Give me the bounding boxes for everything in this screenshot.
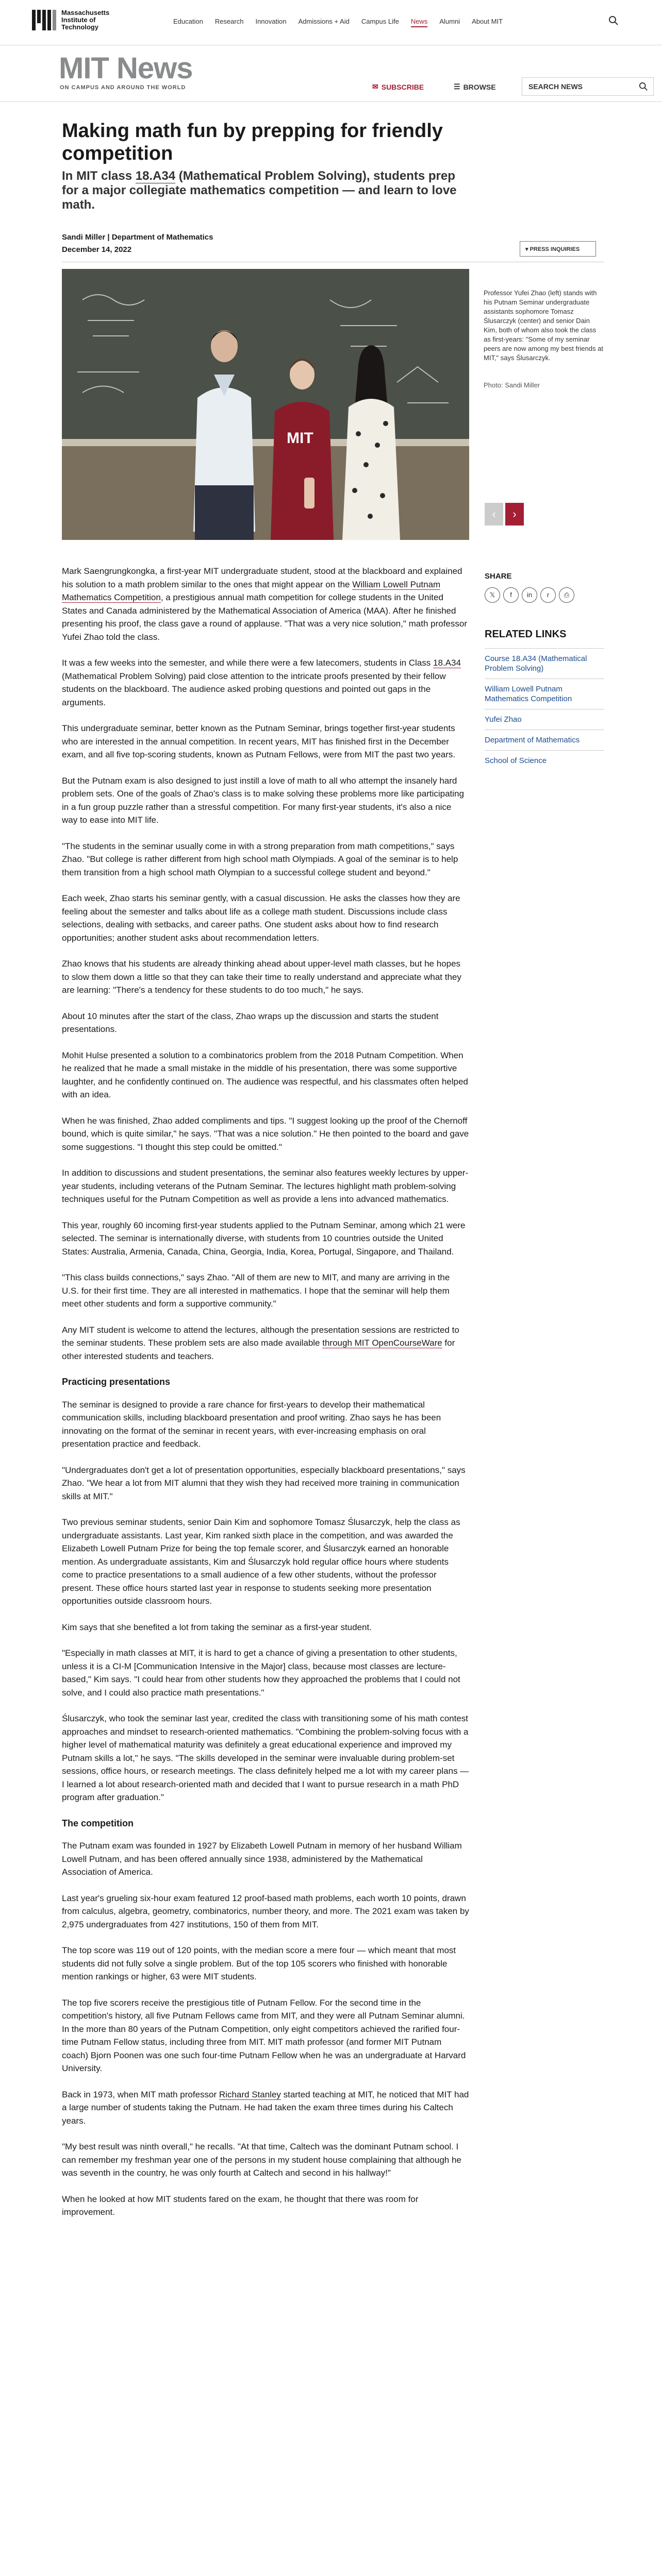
body-paragraph: "My best result was ninth overall," he recalls. "At that time, Caltech was the dominant Putnam school. I can remember my freshman year one of the persons in my student house complaining that although he was seventh in the country, he was only fourth at Caltech and second in his hallway!" bbox=[62, 2142, 461, 2178]
body-paragraph: "Especially in math classes at MIT, it is hard to get a chance of giving a presentation to other students, unless it is a CI-M [Communication Intensive in the Major] class, because most classes are lecture-based," Kim says. "I could hear from other students how they approached the problems that I could not solve, and I could also practice math presentations." bbox=[62, 1648, 460, 1698]
body-paragraph: About 10 minutes after the start of the class, Zhao wraps up the discussion and starts the student presentations. bbox=[62, 1011, 439, 1034]
body-paragraph: "Undergraduates don't get a lot of presentation opportunities, especially blackboard presentations," says Zhao. "We hear a lot from MIT alumni that they wish they had received more training in communication skills at MIT." bbox=[62, 1465, 466, 1501]
body-paragraph: Last year's grueling six-hour exam featured 12 proof-based math problems, each worth 10 points, drawn from calculus, algebra, geometry, combinatorics, number theory, and more. The 2021 exam was taken by 2,975 undergraduates from 427 institutions, 150 of them from MIT. bbox=[62, 1893, 469, 1929]
photo-credit: Photo: Sandi Miller bbox=[484, 381, 540, 389]
body-paragraph: "This class builds connections," says Zhao. "All of them are new to MIT, and many are arriving in the U.S. for their first time. They are all interested in mathematics. I hope that the seminar will help them meet other students and form a supportive community." bbox=[62, 1273, 450, 1309]
p14-text-after: for other interested students and teachers. bbox=[62, 1338, 455, 1361]
body-paragraph: Kim says that she benefited a lot from taking the seminar as a first-year student. bbox=[62, 1622, 372, 1632]
mit-news-tagline: ON CAMPUS AND AROUND THE WORLD bbox=[60, 84, 186, 91]
svg-text:MIT: MIT bbox=[287, 430, 313, 447]
p2-text-after: (Mathematical Problem Solving) paid close attention to the intricate proofs presented by their fellow students on the blackboard. The audience asked probing questions and pointed out gaps in the arguments. bbox=[62, 671, 446, 707]
body-paragraph bbox=[62, 1324, 469, 1363]
p1-text-after: , a prestigious annual math competition for college students in the United States and Canada administered by the Mathematical Association of America (MAA). After he finished presenting his proof, the class gave a round of applause. "That was a very nice solution," math professor Yufei Zhao told the class. bbox=[62, 592, 468, 642]
dek-class-link[interactable]: 18.A34 bbox=[135, 169, 176, 183]
article-title: Making math fun by prepping for friendly competition bbox=[62, 120, 443, 164]
p25-text-after: started teaching at MIT, he noticed that MIT had a large number of students taking the Putnam. He had taken the exam three times during his Caltech years. bbox=[62, 2089, 469, 2126]
body-paragraph: The top score was 119 out of 120 points, with the median score a mere four — which meant that most students did not fully solve a single problem. But of the top 105 scorers who finished with honorable mention rankings or higher, 63 were MIT students. bbox=[62, 1945, 456, 1981]
related-link-putnam[interactable]: William Lowell Putnam Mathematics Competition bbox=[485, 679, 604, 709]
menu-icon: ☰ bbox=[454, 82, 460, 91]
body-paragraph: Ślusarczyk, who took the seminar last year, credited the class with transitioning some of his math contest approaches and mindset to research-oriented mathematics. "Combining the problem-solving focus with a higher level of mathematical maturity was definitely a great educational experience and improved my Putnam skills a lot," he says. "The skills developed in the seminar were invaluable during problem-set sessions, office hours, or research meetings. The class definitely helped me a lot with my career plans — I learned a lot about research-oriented math and decided that I want to pursue research in a math PhD program after graduation." bbox=[62, 1714, 469, 1802]
chevron-right-icon: › bbox=[512, 507, 517, 520]
print-icon[interactable]: ⎙ bbox=[559, 587, 574, 603]
share-buttons bbox=[485, 587, 574, 603]
nav-campus-life[interactable]: Campus Life bbox=[361, 18, 399, 25]
related-link-yufei-zhao[interactable]: Yufei Zhao bbox=[485, 709, 604, 730]
body-paragraph: The top five scorers receive the prestigious title of Putnam Fellow. For the second time in the competition's history, all five Putnam Fellows came from MIT, and they were all Putnam Seminar alumni. In the more than 80 years of the Putnam Competition, only eight competitors achieved the rarified four-time Putnam Fellow status, including three from MIT. MIT math professor (and former MIT Putnam coach) Bjorn Poonen was one such four-time Putnam Fellow when he was an undergraduate at Harvard University. bbox=[62, 1997, 466, 2073]
photo-caption: Professor Yufei Zhao (left) stands with his Putnam Seminar undergraduate assistants sophomore Tomasz Ślusarczyk (center) and senior Dain Kim, both of whom also took the class as first-years: "Some of my seminar peers are now among my best friends at MIT," says Ślusarczyk. bbox=[484, 289, 603, 362]
richard-stanley-link[interactable]: Richard Stanley bbox=[219, 2089, 281, 2099]
facebook-icon[interactable]: f bbox=[503, 587, 519, 603]
mail-icon: ✉ bbox=[372, 82, 378, 91]
linkedin-icon[interactable]: in bbox=[522, 587, 537, 603]
body-paragraph bbox=[62, 656, 469, 709]
article-date: December 14, 2022 bbox=[62, 245, 132, 254]
related-link-school-of-science[interactable]: School of Science bbox=[485, 750, 604, 771]
related-link-course[interactable]: Course 18.A34 (Mathematical Problem Solving) bbox=[485, 648, 604, 679]
article-dek bbox=[62, 169, 474, 212]
share-heading: SHARE bbox=[485, 572, 512, 581]
search-label: SEARCH NEWS bbox=[528, 82, 583, 91]
body-paragraph: The seminar is designed to provide a rare chance for first-years to develop their mathematical communication skills, including blackboard presentation and proof writing. Zhao says he has been innovating on the format of the seminar in recent years, with ever-increasing emphasis on oral presentation practice and feedback. bbox=[62, 1399, 441, 1449]
related-link-math-dept[interactable]: Department of Mathematics bbox=[485, 730, 604, 750]
opencourseware-link[interactable]: through MIT OpenCourseWare bbox=[322, 1338, 442, 1348]
body-paragraph: This year, roughly 60 incoming first-year students applied to the Putnam Seminar, among which 21 were selected. The seminar is internationally diverse, with students from 10 countries outside the United States: Australia, Armenia, Canada, China, Georgia, India, Korea, Portugal, Singapore, and Thailand. bbox=[62, 1220, 466, 1257]
mit-logo-mark bbox=[32, 10, 56, 30]
nav-education[interactable]: Education bbox=[173, 18, 203, 25]
body-paragraph: The Putnam exam was founded in 1927 by Elizabeth Lowell Putnam in memory of her husband William Lowell Putnam, and has been offered annually since 1938, administered by the Mathematical Association of America. bbox=[62, 1841, 462, 1877]
main-nav bbox=[173, 18, 503, 27]
chevron-down-icon: ▾ bbox=[525, 246, 530, 252]
class-18a34-link[interactable]: 18.A34 bbox=[433, 658, 461, 668]
news-search-input[interactable] bbox=[522, 77, 654, 96]
body-paragraph bbox=[62, 2088, 469, 2128]
p14-text: Any MIT student is welcome to attend the lectures, although the presentation sessions are restricted to the seminar students. These problem sets are also made available bbox=[62, 1325, 459, 1348]
previous-image-button[interactable] bbox=[485, 503, 503, 526]
section-heading: Practicing presentations bbox=[62, 1377, 171, 1387]
body-paragraph: Each week, Zhao starts his seminar gently, with a casual discussion. He asks the classes how they are feeling about the semester and talks about life as a college math student. Discussions include class selections, dealing with setbacks, and career paths. One student asks about how to find research opportunities; another student asks about recommendation letters. bbox=[62, 893, 460, 943]
p1-text: Mark Saengrungkongka, a first-year MIT undergraduate student, stood at the blackboard and explained his solution to a math problem similar to the ones that might appear on the bbox=[62, 566, 462, 589]
body-paragraph: Mohit Hulse presented a solution to a combinatorics problem from the 2018 Putnam Competition. When he realized that he made a small mistake in the middle of his presentation, there was some supportive laughter, and he confidently continued on. The audience was respectful, and his classmates often helped with an idea. bbox=[62, 1050, 468, 1099]
nav-admissions[interactable]: Admissions + Aid bbox=[298, 18, 350, 25]
press-inquiries-label: PRESS INQUIRIES bbox=[529, 246, 580, 252]
nav-innovation[interactable]: Innovation bbox=[255, 18, 287, 25]
body-paragraph: When he was finished, Zhao added compliments and tips. "I suggest looking up the proof of the Chernoff bound, which is quite similar," he says. "That was a nice solution." He then pointed to the board and gave some suggestions. "I thought this step could be omitted." bbox=[62, 1115, 469, 1152]
browse-label: BROWSE bbox=[463, 82, 496, 91]
nav-about[interactable]: About MIT bbox=[472, 18, 503, 25]
article-photo[interactable] bbox=[62, 269, 469, 540]
body-paragraph bbox=[62, 565, 469, 643]
subscribe-button[interactable] bbox=[372, 82, 424, 91]
dek-text-before: In MIT class bbox=[62, 169, 136, 183]
mit-news-logo[interactable]: MIT News bbox=[59, 52, 193, 85]
next-image-button[interactable] bbox=[505, 503, 524, 526]
section-heading: The competition bbox=[62, 1818, 134, 1828]
subscribe-label: SUBSCRIBE bbox=[381, 82, 424, 91]
body-paragraph: This undergraduate seminar, better known as the Putnam Seminar, brings together first-year students who are interested in the annual competition. In recent years, MIT has finished first in the December exam, and all five top-scoring students, known as Putnam Fellows, were from MIT the past two years. bbox=[62, 723, 456, 759]
p2-text: It was a few weeks into the semester, and while there were a few latecomers, students in Class bbox=[62, 658, 434, 668]
related-links-list bbox=[485, 648, 604, 771]
nav-news[interactable]: News bbox=[411, 18, 428, 27]
mit-top-bar bbox=[0, 0, 662, 45]
chevron-left-icon: ‹ bbox=[492, 507, 496, 520]
article-byline: Sandi Miller | Department of Mathematics bbox=[62, 233, 213, 242]
reddit-icon[interactable]: r bbox=[540, 587, 556, 603]
putnam-competition-link[interactable]: William Lowell Putnam Mathematics Competition bbox=[62, 579, 441, 602]
body-paragraph: "The students in the seminar usually come in with a strong preparation from math competitions," says Zhao. "But college is rather different from high school math Olympiads. A goal of the seminar is to help them transition from a high school math Olympian to a successful college student and beyond." bbox=[62, 841, 458, 877]
article-body bbox=[62, 565, 469, 2232]
p25-text: Back in 1973, when MIT math professor bbox=[62, 2089, 219, 2099]
body-paragraph: But the Putnam exam is also designed to just instill a love of math to all who attempt the insanely hard problem sets. One of the goals of Zhao's class is to make solving these problems more like participating in a fun group puzzle rather than a stressful competition. For many first-year students, it's also a nice way to ease into MIT life. bbox=[62, 775, 464, 825]
dek-text-after: (Mathematical Problem Solving), students prep for a major collegiate mathematics competition — and learn to love math. bbox=[62, 169, 457, 212]
search-icon[interactable] bbox=[608, 15, 619, 26]
x-icon[interactable]: 𝕏 bbox=[485, 587, 500, 603]
nav-research[interactable]: Research bbox=[214, 18, 244, 25]
search-icon bbox=[639, 82, 648, 93]
press-inquiries-button[interactable] bbox=[520, 241, 596, 257]
body-paragraph: In addition to discussions and student presentations, the seminar also features weekly lectures by upper-year students, including veterans of the Putnam Seminar. The lectures highlight math problem-solving techniques useful for the Putnam Competition as well as provide a lens into advanced mathematics. bbox=[62, 1168, 469, 1204]
mit-logo-text: Massachusetts Institute of Technology bbox=[61, 9, 110, 31]
mit-logo[interactable] bbox=[32, 9, 123, 31]
related-links-heading: RELATED LINKS bbox=[485, 629, 567, 640]
body-paragraph: Zhao knows that his students are already thinking ahead about upper-level math classes, but he hopes to slow them down a little so that they can take their time to really understand and appreciate what they are learning: "There's a tendency for these students to do too much," he says. bbox=[62, 959, 461, 995]
browse-button[interactable] bbox=[454, 82, 496, 91]
body-paragraph: Two previous seminar students, senior Dain Kim and sophomore Tomasz Ślusarczyk, help the class as undergraduate assistants. Last year, Kim ranked sixth place in the competition, and was awarded the Elizabeth Lowell Putnam Prize for being the top female scorer, and Ślusarczyk earned an honorable mention. As undergraduate assistants, Kim and Ślusarczyk hold regular office hours where students come to practice presentations to a small audience of a few other students, without the professor present. These office hours started last year in response to students seeking more presentation opportunities outside classroom hours. bbox=[62, 1517, 460, 1606]
nav-alumni[interactable]: Alumni bbox=[439, 18, 460, 25]
body-paragraph: When he looked at how MIT students fared on the exam, he thought that there was room for improvement. bbox=[62, 2194, 419, 2217]
